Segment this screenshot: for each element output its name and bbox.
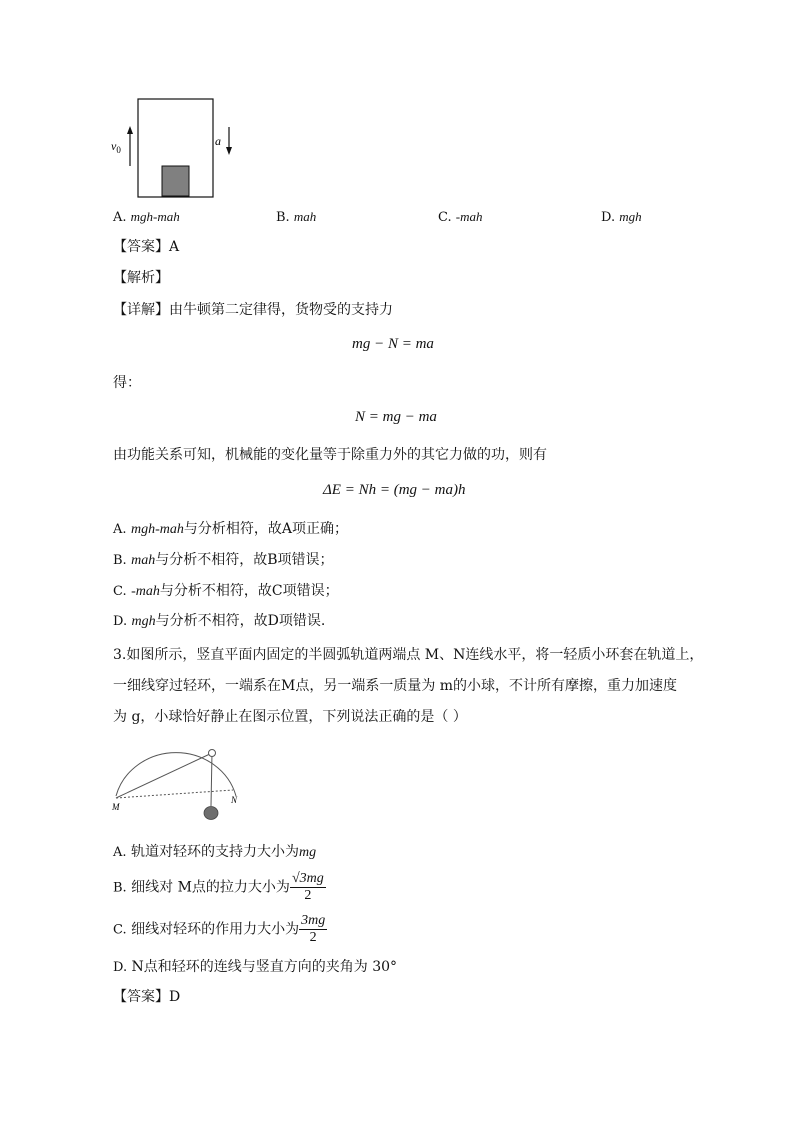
cargo-block [162,166,189,196]
acceleration-arrow [226,127,232,155]
m-point-label: M [112,802,120,812]
equation-1: mg − N = ma [352,336,434,352]
q2-answer: 【答案】A [113,239,180,255]
velocity-arrow [127,126,133,166]
de-label: 得： [113,375,141,391]
q2-option-d: D. mgh [601,209,642,225]
fraction-c: $\frac{3mg}{2}$ [301,913,326,945]
q3-option-d: D. N点和轻环的连线与竖直方向的夹角为 30° [113,959,398,975]
elevator-figure [108,94,248,200]
q3-answer: 【答案】D [113,989,181,1005]
q3-option-a: A. 轨道对轻环的支持力大小为mg [113,844,317,860]
q3-option-b: B. 细线对 M点的拉力大小为 $\frac{√3mg}{2}$ [113,871,324,903]
equation-2: N = mg − ma [355,409,437,425]
string-m-ring [116,753,212,798]
equation-3: ΔE = Nh = (mg − ma)h [323,482,466,498]
judgment-b: B. mah与分析不相符，故B项错误； [113,552,334,568]
q3-line-2: 一细线穿过轻环，一端系在M点，另一端系一质量为 m的小球，不计所有摩擦，重力加速度 [113,678,678,694]
velocity-label: $v_0$ [111,139,121,155]
fraction-b: $\frac{√3mg}{2}$ [291,871,324,903]
n-point-label: N [231,795,238,805]
q3-line-3: 为 g，小球恰好静止在图示位置，下列说法正确的是（ ） [113,709,467,725]
light-ring [209,750,216,757]
string-ring-ball [211,753,212,806]
energy-text: 由功能关系可知，机械能的变化量等于除重力外的其它力做的功，则有 [113,447,547,463]
judgment-c: C. -mah与分析不相符，故C项错误； [113,583,339,599]
q2-option-c: C. -mah [438,209,483,225]
mn-dotted-line [116,790,233,798]
judgment-a: A. mgh-mah与分析相符，故A项正确； [113,521,348,537]
q2-option-a: A. mgh-mah [113,209,180,225]
judgment-d: D. mgh与分析不相符，故D项错误. [113,613,326,629]
q3-option-c: C. 细线对轻环的作用力大小为 $\frac{3mg}{2}$ [113,913,326,945]
ball [204,807,218,820]
acceleration-label: a [215,134,221,148]
q3-line-1: 3.如图所示，竖直平面内固定的半圆弧轨道两端点 M、N连线水平，将一轻质小环套在轨道上， [113,647,704,663]
q2-analysis-title: 【解析】 [113,270,169,286]
q2-option-b: B. mah [276,209,317,225]
q2-detail: 【详解】由牛顿第二定律得，货物受的支持力 [113,302,393,318]
semicircle-figure [110,738,245,824]
